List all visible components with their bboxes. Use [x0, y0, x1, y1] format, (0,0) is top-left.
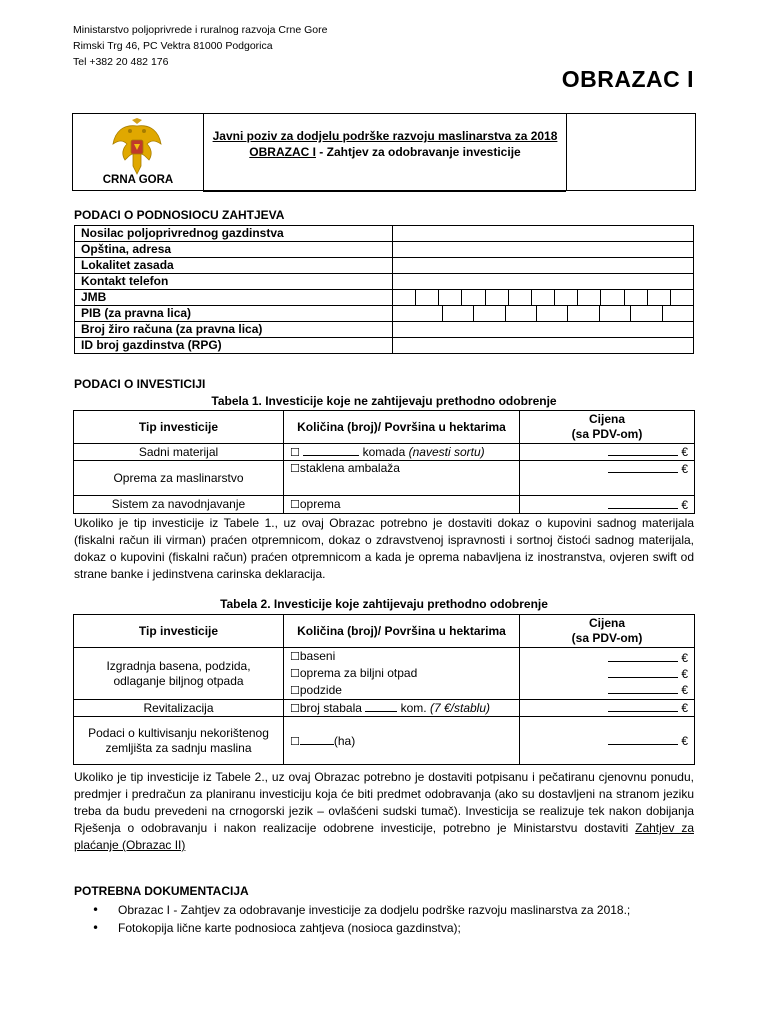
qty-equipment: ☐staklena ambalaža	[284, 461, 520, 496]
hectares-input[interactable]	[300, 733, 334, 745]
applicant-label: PIB (za pravna lica)	[75, 306, 393, 322]
pib-field[interactable]	[393, 306, 694, 322]
col-type: Tip investicije	[74, 411, 284, 444]
price-seedlings-input[interactable]	[608, 444, 678, 456]
org-address: Rimski Trg 46, PC Vektra 81000 Podgorica	[73, 40, 273, 52]
applicant-label: JMB	[75, 290, 393, 306]
org-name: Ministarstvo poljoprivrede i ruralnog razvoja Crne Gore	[73, 24, 328, 36]
checkbox-irrigation[interactable]: ☐	[290, 498, 300, 511]
checkbox-cultivation[interactable]: ☐	[290, 734, 300, 748]
type-seedlings: Sadni materijal	[74, 444, 284, 461]
col-qty: Količina (broj)/ Površina u hektarima	[284, 615, 520, 648]
table-header	[74, 615, 695, 648]
applicant-label: Kontakt telefon	[75, 274, 393, 290]
org-phone: Tel +382 20 482 176	[73, 56, 169, 68]
price-cultivation: €	[520, 717, 695, 765]
table-row	[74, 461, 695, 496]
qty-revitalization: ☐broj stabala kom. (7 €/stablu)	[284, 700, 520, 717]
table2-note: Ukoliko je tip investicije iz Tabele 2., uz ovaj Obrazac potrebno je dostaviti potpisanu i pečatiranu cjenovnu ponudu, predmjer i predračun za planiranu investiciju koja će biti predmet odobravanja (ako su dostavljeni na stranom jeziku treba da budu prevedeni na crnogorski jezik – ovlašćeni sudski tumač). Investicija se realizuje tek nakon dobijanja Rješenja o odobravanju i nakon realizacije odobrene investicije, potrebno je Ministarstvu dostaviti Zahtjev za plaćanje (Obrazac II)	[74, 770, 694, 852]
applicant-label: Lokalitet zasada	[75, 258, 393, 274]
jmb-field[interactable]	[393, 290, 694, 306]
applicant-table	[74, 225, 694, 354]
col-price: Cijena (sa PDV-om)	[520, 411, 695, 444]
price-cultivation-input[interactable]	[608, 733, 678, 745]
list-item: • Fotokopija lične karte podnosioca zahtjeva (nosioca gazdinstva);	[92, 919, 630, 937]
table-row	[75, 226, 694, 242]
trees-count-input[interactable]	[365, 700, 397, 712]
table-row	[75, 242, 694, 258]
price-revitalization: €	[520, 700, 695, 717]
type-revitalization: Revitalizacija	[74, 700, 284, 717]
table-row	[74, 496, 695, 514]
payment-request-link[interactable]: Zahtjev za plaćanje (Obrazac II)	[74, 821, 694, 852]
qty-irrigation: ☐oprema	[284, 496, 520, 514]
checkbox-waste[interactable]: ☐	[290, 667, 300, 680]
checkbox-glass[interactable]: ☐	[290, 462, 300, 475]
form-title: OBRAZAC I	[561, 66, 694, 92]
col-price: Cijena (sa PDV-om)	[520, 615, 695, 648]
applicant-holder-field[interactable]	[393, 226, 694, 242]
applicant-phone-field[interactable]	[393, 274, 694, 290]
applicant-address-field[interactable]	[393, 242, 694, 258]
price-seedlings: €	[520, 444, 695, 461]
type-cultivation: Podaci o kultivisanju nekorištenog zemljišta za sadnju maslina	[74, 717, 284, 765]
checkbox-pools[interactable]: ☐	[290, 650, 300, 663]
qty-pools: ☐baseni ☐oprema za biljni otpad ☐podzide	[284, 648, 520, 700]
table2	[73, 614, 695, 765]
price-walls-input[interactable]	[608, 682, 678, 694]
col-type: Tip investicije	[74, 615, 284, 648]
price-revitalization-input[interactable]	[608, 700, 678, 712]
price-equipment-input[interactable]	[608, 461, 678, 473]
applicant-location-field[interactable]	[393, 258, 694, 274]
bank-account-field[interactable]	[393, 322, 694, 338]
table-header	[74, 411, 695, 444]
documentation-list	[92, 901, 630, 937]
table1-note: Ukoliko je tip investicije iz Tabele 1., uz ovaj Obrazac potrebno je dostaviti dokaz o kupovini sadnog materijala (fiskalni račun ili virman) praćen otpremnicom, dokaz o zdravstvenoj ispravnosti i sortnoj čistoći sadnog materijala, dokaz o kupovini (fiskalni račun) praćen otpremnicom a kada je oprema nabavljena iz inostranstva, ovjeren swift od strane banke i jedinstvena carinska deklaracija.	[74, 516, 694, 581]
checkbox-trees[interactable]: ☐	[290, 702, 300, 715]
header-form-code: OBRAZAC I	[249, 145, 316, 159]
col-qty: Količina (broj)/ Površina u hektarima	[284, 411, 520, 444]
table-row	[74, 444, 695, 461]
applicant-label: Nosilac poljoprivrednog gazdinstva	[75, 226, 393, 242]
rpg-id-field[interactable]	[393, 338, 694, 354]
checkbox-seedlings[interactable]: ☐	[290, 446, 300, 459]
organization-info	[73, 22, 327, 70]
type-irrigation: Sistem za navodnjavanje	[74, 496, 284, 514]
type-equipment: Oprema za maslinarstvo	[74, 461, 284, 496]
applicant-heading: PODACI O PODNOSIOCU ZAHTJEVA	[74, 208, 285, 222]
header-box	[72, 113, 696, 191]
price-pools-input[interactable]	[608, 650, 678, 662]
checkbox-walls[interactable]: ☐	[290, 684, 300, 697]
table-row	[75, 322, 694, 338]
documentation-heading: POTREBNA DOKUMENTACIJA	[74, 884, 249, 898]
country-label: CRNA GORA	[102, 174, 174, 186]
list-item: • Obrazac I - Zahtjev za odobravanje investicije za dodjelu podrške razvoju maslinarstva za 2018.;	[92, 901, 630, 919]
table-row	[74, 700, 695, 717]
table1-caption: Tabela 1. Investicije koje ne zahtijevaju prethodno odobrenje	[211, 394, 557, 408]
header-title-line1: Javni poziv za dodjelu podrške razvoju maslinarstva za 2018	[212, 129, 558, 143]
qty-seedlings: ☐ komada (navesti sortu)	[284, 444, 520, 461]
price-irrigation: €	[520, 496, 695, 514]
table-row	[74, 648, 695, 700]
price-waste-input[interactable]	[608, 666, 678, 678]
table1	[73, 410, 695, 514]
type-pools: Izgradnja basena, podzida, odlaganje biljnog otpada	[74, 648, 284, 700]
qty-seedlings-input[interactable]	[303, 444, 359, 456]
header-form-subtitle: - Zahtjev za odobravanje investicije	[315, 145, 521, 159]
header-title	[204, 128, 566, 160]
table-row	[75, 258, 694, 274]
table2-caption: Tabela 2. Investicije koje zahtijevaju prethodno odobrenje	[220, 597, 548, 611]
price-pools: € € €	[520, 648, 695, 700]
price-equipment: €	[520, 461, 695, 496]
table-row	[75, 338, 694, 354]
price-irrigation-input[interactable]	[608, 497, 678, 509]
table-row	[75, 274, 694, 290]
applicant-label: Broj žiro računa (za pravna lica)	[75, 322, 393, 338]
investment-heading: PODACI O INVESTICIJI	[74, 377, 206, 391]
table-row	[75, 306, 694, 322]
coat-of-arms-icon	[111, 118, 163, 176]
table-row	[74, 717, 695, 765]
applicant-label: ID broj gazdinstva (RPG)	[75, 338, 393, 354]
qty-cultivation: ☐ (ha)	[284, 717, 520, 765]
applicant-label: Opština, adresa	[75, 242, 393, 258]
table-row	[75, 290, 694, 306]
